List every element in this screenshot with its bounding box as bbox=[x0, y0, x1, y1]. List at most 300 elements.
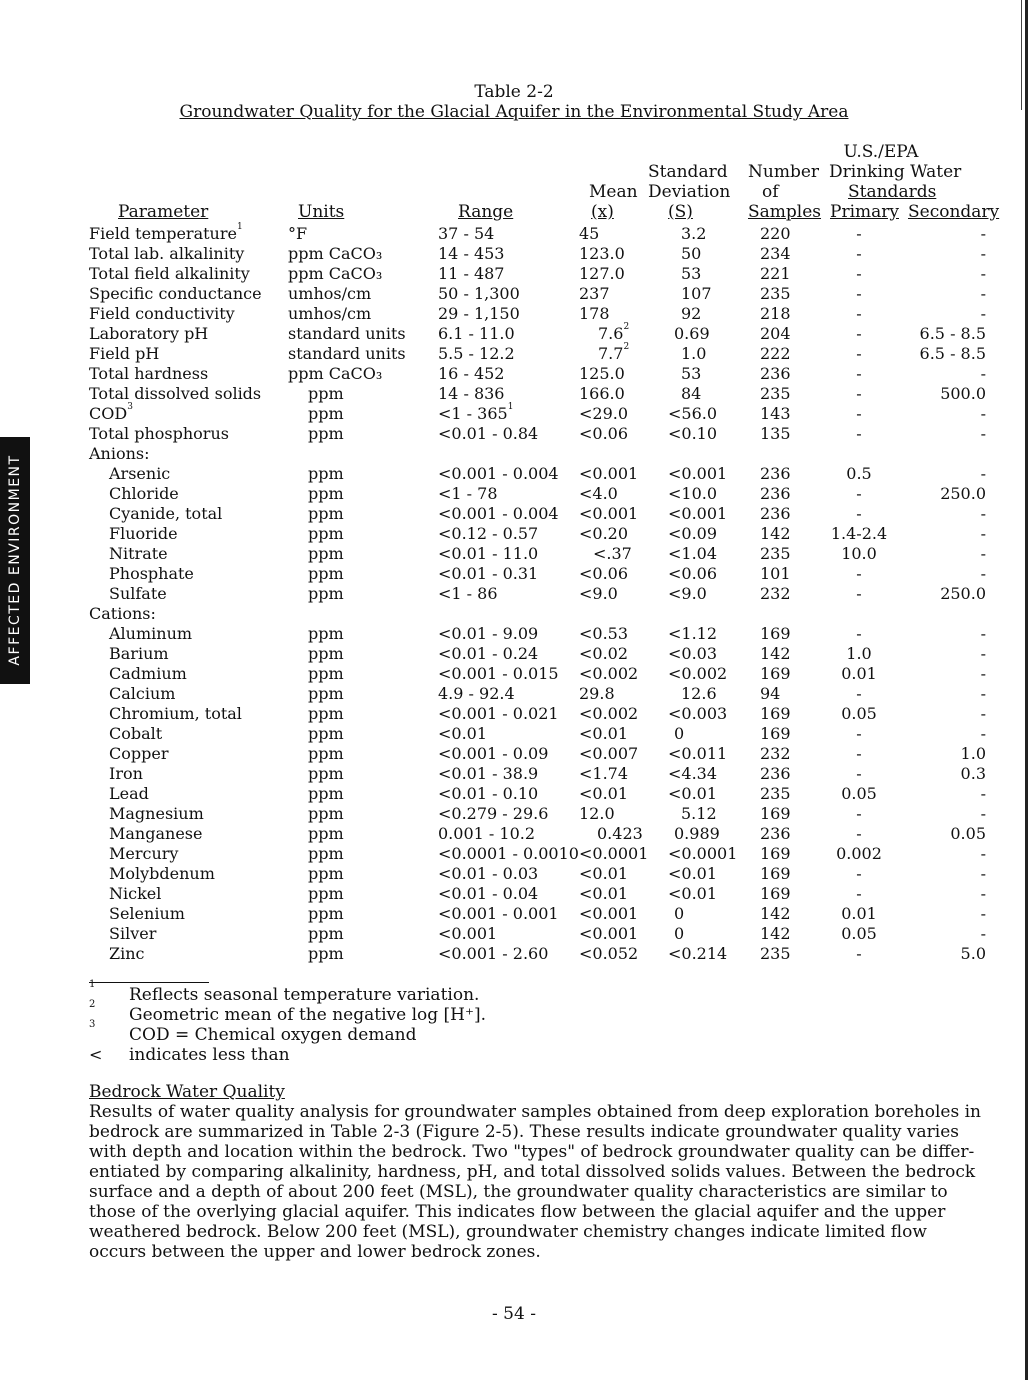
table-cell-units: ppm bbox=[308, 504, 344, 523]
table-cell-std: <0.10 bbox=[668, 424, 718, 443]
table-cell-units: standard units bbox=[288, 344, 406, 363]
table-cell-std: <0.01 bbox=[668, 884, 718, 903]
table-cell-primary: - bbox=[856, 304, 862, 323]
table-cell-primary: 1.0 bbox=[846, 644, 872, 663]
table-cell-primary: - bbox=[856, 424, 862, 443]
table-cell-mean: <0.0001 bbox=[579, 844, 649, 863]
table-cell-parameter: Field pH bbox=[89, 344, 160, 363]
table-cell-range: 50 - 1,300 bbox=[438, 284, 520, 303]
table-cell-n: 169 bbox=[760, 804, 791, 823]
table-cell-parameter: Silver bbox=[109, 924, 157, 943]
table-cell-secondary: - bbox=[980, 624, 986, 643]
header-mean-sym: (x) bbox=[591, 202, 614, 222]
table-cell-parameter: Total hardness bbox=[89, 364, 209, 383]
table-cell-n: 169 bbox=[760, 844, 791, 863]
table-cell-n: 169 bbox=[760, 724, 791, 743]
table-cell-mean: 0.423 bbox=[597, 824, 643, 843]
table-cell-n: 236 bbox=[760, 464, 791, 483]
table-cell-units: ppm bbox=[308, 524, 344, 543]
table-cell-std: <0.001 bbox=[668, 464, 728, 483]
table-cell-range: <0.0001 - 0.0010 bbox=[438, 844, 579, 863]
table-cell-mean: <0.53 bbox=[579, 624, 629, 643]
table-cell-std: 0.989 bbox=[674, 824, 720, 843]
side-tab bbox=[0, 437, 30, 684]
table-cell-n: 236 bbox=[760, 484, 791, 503]
table-cell-secondary: 250.0 bbox=[940, 484, 986, 503]
table-cell-n: 234 bbox=[760, 244, 791, 263]
table-cell-primary: 10.0 bbox=[841, 544, 877, 563]
table-cell-std: <0.03 bbox=[668, 644, 718, 663]
table-cell-mean: <0.01 bbox=[579, 784, 629, 803]
table-cell-parameter: Cobalt bbox=[109, 724, 163, 743]
table-cell-secondary: - bbox=[980, 864, 986, 883]
table-cell-units: ppm CaCO₃ bbox=[288, 364, 383, 383]
table-cell-std: 3.2 bbox=[681, 224, 707, 243]
table-cell-range: $<1 - 365^1$ bbox=[438, 402, 514, 423]
table-cell-primary: - bbox=[856, 224, 862, 243]
table-cell-secondary: - bbox=[980, 664, 986, 683]
table-cell-mean: <0.007 bbox=[579, 744, 639, 763]
table-cell-mean: 127.0 bbox=[579, 264, 625, 283]
table-cell-range: <0.001 - 0.021 bbox=[438, 704, 559, 723]
table-cell-secondary: - bbox=[980, 264, 986, 283]
table-cell-secondary: 250.0 bbox=[940, 584, 986, 603]
table-cell-primary: - bbox=[856, 504, 862, 523]
table-cell-n: 204 bbox=[760, 324, 791, 343]
table-cell-n: 235 bbox=[760, 784, 791, 803]
table-cell-std: <0.002 bbox=[668, 664, 728, 683]
table-cell-n: 142 bbox=[760, 524, 791, 543]
table-cell-secondary: - bbox=[980, 804, 986, 823]
table-cell-parameter: Laboratory pH bbox=[89, 324, 209, 343]
table-cell-mean: 123.0 bbox=[579, 244, 625, 263]
table-cell-range: 6.1 - 11.0 bbox=[438, 324, 515, 343]
table-cell-primary: - bbox=[856, 584, 862, 603]
header-num2: of bbox=[762, 182, 779, 202]
header-parameter: Parameter bbox=[118, 202, 209, 222]
header-mean: Mean bbox=[589, 182, 638, 202]
table-cell-std: <0.01 bbox=[668, 784, 718, 803]
footnote-text: Reflects seasonal temperature variation. bbox=[129, 985, 480, 1005]
table-cell-std: 5.12 bbox=[681, 804, 717, 823]
table-cell-units: °F bbox=[288, 224, 308, 243]
table-cell-mean: <0.20 bbox=[579, 524, 629, 543]
table-cell-mean: <0.01 bbox=[579, 864, 629, 883]
table-cell-n: 235 bbox=[760, 944, 791, 963]
table-cell-mean: <1.74 bbox=[579, 764, 629, 783]
section-body: Results of water quality analysis for groundwater samples obtained from deep exploration boreholes in bedrock are summarized in Table 2-3 (Figure 2-5). These results indicate groundwater quality varies with depth and location within the bedrock. Two "types" of bedrock groundwater quality can be differ- entiated by comparing alkalinity, hardness, pH, and total dissolved solids values. Between the bedrock surface and a depth of about 200 feet (MSL), the groundwater quality characteristics are similar to those of the overlying glacial aquifer. This indicates flow between the glacial aquifer and the upper weathered bedrock. Below 200 feet (MSL), groundwater chemistry changes indicate limited flow occurs between the upper and lower bedrock zones. bbox=[89, 1102, 981, 1262]
table-title: Groundwater Quality for the Glacial Aquifer in the Environmental Study Area bbox=[179, 102, 849, 122]
table-cell-range: <0.01 - 0.03 bbox=[438, 864, 539, 883]
table-cell-mean: $7.7^2$ bbox=[598, 342, 630, 363]
table-cell-secondary: 5.0 bbox=[960, 944, 986, 963]
table-cell-primary: 0.05 bbox=[841, 924, 877, 943]
table-cell-parameter: Cyanide, total bbox=[109, 504, 223, 523]
table-cell-units: ppm bbox=[308, 584, 344, 603]
table-cell-range: <0.001 bbox=[438, 924, 498, 943]
table-cell-primary: 0.05 bbox=[841, 784, 877, 803]
table-cell-primary: - bbox=[856, 264, 862, 283]
table-cell-secondary: - bbox=[980, 644, 986, 663]
table-cell-parameter: Arsenic bbox=[109, 464, 171, 483]
table-cell-std: 107 bbox=[681, 284, 712, 303]
table-cell-std: 0 bbox=[674, 924, 685, 943]
table-cell-range: <0.01 - 0.24 bbox=[438, 644, 539, 663]
table-cell-n: 222 bbox=[760, 344, 791, 363]
table-cell-std: <0.09 bbox=[668, 524, 718, 543]
table-cell-primary: - bbox=[856, 564, 862, 583]
table-cell-units: ppm bbox=[308, 404, 344, 423]
table-cell-primary: 0.002 bbox=[836, 844, 882, 863]
table-cell-units: ppm bbox=[308, 804, 344, 823]
table-cell-secondary: - bbox=[980, 424, 986, 443]
table-cell-primary: - bbox=[856, 324, 862, 343]
table-cell-parameter: Aluminum bbox=[109, 624, 193, 643]
table-cell-units: ppm bbox=[308, 664, 344, 683]
table-cell-range: <0.001 - 0.004 bbox=[438, 504, 559, 523]
table-cell-parameter: Magnesium bbox=[109, 804, 204, 823]
table-cell-secondary: - bbox=[980, 684, 986, 703]
table-cell-std: <4.34 bbox=[668, 764, 718, 783]
table-cell-primary: - bbox=[856, 744, 862, 763]
table-cell-primary: - bbox=[856, 764, 862, 783]
table-cell-secondary: - bbox=[980, 524, 986, 543]
table-cell-std: 0 bbox=[674, 904, 685, 923]
table-cell-secondary: - bbox=[980, 284, 986, 303]
table-cell-primary: - bbox=[856, 364, 862, 383]
header-units: Units bbox=[298, 202, 345, 222]
table-cell-primary: - bbox=[856, 384, 862, 403]
table-cell-units: ppm bbox=[308, 704, 344, 723]
table-cell-units: ppm bbox=[308, 564, 344, 583]
table-cell-range: 5.5 - 12.2 bbox=[438, 344, 515, 363]
header-std2: Deviation bbox=[648, 182, 731, 202]
header-num: Number bbox=[748, 162, 820, 182]
table-cell-parameter: Calcium bbox=[109, 684, 176, 703]
table-cell-mean: 12.0 bbox=[579, 804, 615, 823]
table-cell-n: 169 bbox=[760, 624, 791, 643]
table-cell-units: ppm bbox=[308, 864, 344, 883]
table-cell-range: 14 - 453 bbox=[438, 244, 505, 263]
table-cell-primary: 0.01 bbox=[841, 904, 877, 923]
table-cell-std: <0.001 bbox=[668, 504, 728, 523]
table-cell-secondary: - bbox=[980, 704, 986, 723]
table-cell-secondary: 0.3 bbox=[960, 764, 986, 783]
footnote-mark: 3 bbox=[89, 1019, 96, 1030]
table-cell-units: umhos/cm bbox=[288, 304, 372, 323]
table-cell-range: <0.01 - 11.0 bbox=[438, 544, 539, 563]
table-cell-parameter: Zinc bbox=[109, 944, 145, 963]
table-number: Table 2-2 bbox=[474, 82, 554, 102]
table-cell-units: ppm bbox=[308, 784, 344, 803]
table-cell-units: ppm bbox=[308, 924, 344, 943]
page-number: - 54 - bbox=[492, 1304, 536, 1324]
table-cell-range: <0.01 - 0.31 bbox=[438, 564, 539, 583]
table-cell-mean: <0.06 bbox=[579, 424, 629, 443]
table-cell-n: 236 bbox=[760, 764, 791, 783]
table-cell-units: ppm bbox=[308, 724, 344, 743]
table-cell-range: <0.01 - 0.84 bbox=[438, 424, 539, 443]
table-cell-parameter: Total lab. alkalinity bbox=[89, 244, 245, 263]
table-cell-std: <0.214 bbox=[668, 944, 728, 963]
table-cell-secondary: - bbox=[980, 844, 986, 863]
header-epa: U.S./EPA bbox=[843, 142, 919, 162]
table-cell-parameter: Fluoride bbox=[109, 524, 178, 543]
table-cell-primary: - bbox=[856, 624, 862, 643]
footnote-mark: 1 bbox=[89, 979, 96, 990]
table-cell-primary: - bbox=[856, 404, 862, 423]
table-cell-secondary: - bbox=[980, 364, 986, 383]
header-epa3: Standards bbox=[848, 182, 937, 202]
table-cell-n: 218 bbox=[760, 304, 791, 323]
table-cell-std: <0.003 bbox=[668, 704, 728, 723]
table-cell-parameter: Specific conductance bbox=[89, 284, 262, 303]
table-cell-parameter: Nickel bbox=[109, 884, 162, 903]
table-cell-n: 235 bbox=[760, 284, 791, 303]
table-cell-mean: 166.0 bbox=[579, 384, 625, 403]
table-cell-mean: <0.06 bbox=[579, 564, 629, 583]
table-cell-units: ppm bbox=[308, 384, 344, 403]
header-std: Standard bbox=[648, 162, 728, 182]
table-cell-range: <0.01 - 0.10 bbox=[438, 784, 539, 803]
table-cell-units: ppm bbox=[308, 844, 344, 863]
table-cell-parameter: Mercury bbox=[109, 844, 179, 863]
table-cell-n: 101 bbox=[760, 564, 791, 583]
table-cell-n: 94 bbox=[760, 684, 781, 703]
table-cell-parameter: COD$^3$ bbox=[89, 402, 133, 423]
section-heading: Bedrock Water Quality bbox=[89, 1082, 285, 1102]
table-cell-parameter: Manganese bbox=[109, 824, 203, 843]
table-cell-std: 0 bbox=[674, 724, 685, 743]
table-cell-n: 236 bbox=[760, 824, 791, 843]
table-cell-mean: <0.01 bbox=[579, 724, 629, 743]
table-cell-secondary: 6.5 - 8.5 bbox=[919, 324, 986, 343]
header-epa2: Drinking Water bbox=[829, 162, 962, 182]
table-cell-std: 53 bbox=[681, 364, 702, 383]
table-cell-secondary: - bbox=[980, 564, 986, 583]
table-cell-primary: - bbox=[856, 484, 862, 503]
table-cell-n: 169 bbox=[760, 864, 791, 883]
table-cell-units: ppm bbox=[308, 624, 344, 643]
table-cell-parameter: Anions: bbox=[89, 444, 150, 463]
footnote-mark: 2 bbox=[89, 999, 96, 1010]
table-cell-n: 142 bbox=[760, 904, 791, 923]
table-cell-secondary: - bbox=[980, 884, 986, 903]
table-cell-secondary: - bbox=[980, 544, 986, 563]
table-cell-units: ppm bbox=[308, 944, 344, 963]
table-cell-primary: - bbox=[856, 724, 862, 743]
table-cell-range: 16 - 452 bbox=[438, 364, 505, 383]
table-cell-parameter: Copper bbox=[109, 744, 169, 763]
table-cell-units: ppm bbox=[308, 484, 344, 503]
table-cell-primary: 1.4-2.4 bbox=[830, 524, 888, 543]
table-cell-range: <0.001 - 2.60 bbox=[438, 944, 549, 963]
table-cell-primary: - bbox=[856, 804, 862, 823]
table-cell-n: 220 bbox=[760, 224, 791, 243]
table-cell-parameter: Sulfate bbox=[109, 584, 167, 603]
table-cell-primary: - bbox=[856, 944, 862, 963]
table-cell-units: ppm bbox=[308, 424, 344, 443]
table-cell-units: umhos/cm bbox=[288, 284, 372, 303]
table-cell-units: ppm bbox=[308, 684, 344, 703]
table-cell-std: <0.011 bbox=[668, 744, 728, 763]
table-cell-units: ppm bbox=[308, 464, 344, 483]
table-cell-parameter: Iron bbox=[109, 764, 143, 783]
table-cell-std: 1.0 bbox=[681, 344, 707, 363]
table-cell-parameter: Selenium bbox=[109, 904, 185, 923]
table-cell-std: 50 bbox=[681, 244, 702, 263]
table-cell-secondary: - bbox=[980, 244, 986, 263]
table-cell-std: 12.6 bbox=[681, 684, 717, 703]
table-cell-mean: 29.8 bbox=[579, 684, 615, 703]
table-cell-mean: <9.0 bbox=[579, 584, 618, 603]
table-cell-primary: - bbox=[856, 284, 862, 303]
table-cell-units: ppm bbox=[308, 544, 344, 563]
table-cell-range: <0.001 - 0.001 bbox=[438, 904, 559, 923]
table-cell-parameter: Lead bbox=[109, 784, 149, 803]
table-cell-n: 232 bbox=[760, 744, 791, 763]
table-cell-units: ppm bbox=[308, 824, 344, 843]
table-cell-parameter: Chloride bbox=[109, 484, 179, 503]
table-cell-mean: 178 bbox=[579, 304, 610, 323]
table-cell-n: 235 bbox=[760, 384, 791, 403]
table-cell-std: <56.0 bbox=[668, 404, 718, 423]
table-cell-parameter: Chromium, total bbox=[109, 704, 242, 723]
table-cell-mean: <0.02 bbox=[579, 644, 629, 663]
table-cell-std: <0.01 bbox=[668, 864, 718, 883]
table-cell-range: <0.01 - 0.04 bbox=[438, 884, 539, 903]
table-cell-mean: 237 bbox=[579, 284, 610, 303]
table-cell-range: 4.9 - 92.4 bbox=[438, 684, 515, 703]
table-cell-parameter: Cations: bbox=[89, 604, 156, 623]
table-cell-secondary: 0.05 bbox=[950, 824, 986, 843]
table-cell-std: 0.69 bbox=[674, 324, 710, 343]
table-cell-units: ppm bbox=[308, 644, 344, 663]
table-cell-primary: - bbox=[856, 864, 862, 883]
header-num3: Samples bbox=[748, 202, 822, 222]
table-cell-primary: 0.01 bbox=[841, 664, 877, 683]
table-cell-parameter: Phosphate bbox=[109, 564, 194, 583]
table-cell-mean: <0.01 bbox=[579, 884, 629, 903]
table-cell-n: 142 bbox=[760, 644, 791, 663]
table-cell-secondary: - bbox=[980, 464, 986, 483]
table-cell-std: <10.0 bbox=[668, 484, 718, 503]
table-cell-secondary: - bbox=[980, 404, 986, 423]
header-primary: Primary bbox=[830, 202, 899, 222]
table-cell-range: 11 - 487 bbox=[438, 264, 505, 283]
table-cell-range: <0.01 - 38.9 bbox=[438, 764, 539, 783]
table-cell-n: 169 bbox=[760, 884, 791, 903]
table-cell-parameter: Total dissolved solids bbox=[89, 384, 262, 403]
table-cell-std: <0.0001 bbox=[668, 844, 738, 863]
table-cell-range: <0.01 - 9.09 bbox=[438, 624, 539, 643]
header-secondary: Secondary bbox=[908, 202, 1000, 222]
table-cell-parameter: Nitrate bbox=[109, 544, 168, 563]
table-cell-units: ppm bbox=[308, 764, 344, 783]
table-cell-n: 135 bbox=[760, 424, 791, 443]
table-cell-n: 143 bbox=[760, 404, 791, 423]
table-cell-range: 37 - 54 bbox=[438, 224, 495, 243]
table-cell-range: <1 - 86 bbox=[438, 584, 498, 603]
table-cell-std: <9.0 bbox=[668, 584, 707, 603]
table-cell-range: <0.279 - 29.6 bbox=[438, 804, 549, 823]
table-cell-mean: <0.001 bbox=[579, 924, 639, 943]
table-cell-secondary: 500.0 bbox=[940, 384, 986, 403]
header-std-sym: (S) bbox=[668, 202, 693, 222]
table-cell-range: <0.001 - 0.09 bbox=[438, 744, 549, 763]
table-cell-std: <1.12 bbox=[668, 624, 718, 643]
side-tab-label: AFFECTED ENVIRONMENT bbox=[7, 454, 23, 666]
table-cell-n: 142 bbox=[760, 924, 791, 943]
table-cell-primary: 0.5 bbox=[846, 464, 872, 483]
table-cell-range: <0.12 - 0.57 bbox=[438, 524, 539, 543]
table-cell-primary: - bbox=[856, 344, 862, 363]
table-cell-mean: <0.001 bbox=[579, 504, 639, 523]
table-cell-range: <0.01 bbox=[438, 724, 488, 743]
table-cell-primary: - bbox=[856, 824, 862, 843]
table-cell-parameter: Total field alkalinity bbox=[89, 264, 250, 283]
table-cell-parameter: Cadmium bbox=[109, 664, 187, 683]
table-cell-std: 53 bbox=[681, 264, 702, 283]
table-cell-range: <0.001 - 0.004 bbox=[438, 464, 559, 483]
table-cell-primary: - bbox=[856, 684, 862, 703]
table-cell-std: 92 bbox=[681, 304, 702, 323]
table-cell-n: 169 bbox=[760, 704, 791, 723]
table-cell-mean: <0.002 bbox=[579, 664, 639, 683]
table-cell-n: 235 bbox=[760, 544, 791, 563]
header-range: Range bbox=[458, 202, 514, 222]
table-cell-mean: <29.0 bbox=[579, 404, 629, 423]
table-cell-secondary: - bbox=[980, 924, 986, 943]
table-cell-range: 29 - 1,150 bbox=[438, 304, 520, 323]
table-cell-mean: 125.0 bbox=[579, 364, 625, 383]
table-cell-parameter: Field temperature$^1$ bbox=[89, 222, 243, 243]
table-cell-secondary: 1.0 bbox=[960, 744, 986, 763]
table-cell-n: 236 bbox=[760, 364, 791, 383]
table-cell-range: <0.001 - 0.015 bbox=[438, 664, 559, 683]
table-cell-secondary: - bbox=[980, 504, 986, 523]
table-cell-parameter: Molybdenum bbox=[109, 864, 215, 883]
table-cell-units: ppm CaCO₃ bbox=[288, 264, 383, 283]
footnote-rule bbox=[89, 982, 209, 983]
table-cell-n: 232 bbox=[760, 584, 791, 603]
table-cell-mean: <0.001 bbox=[579, 904, 639, 923]
table-cell-mean: <0.002 bbox=[579, 704, 639, 723]
table-cell-parameter: Barium bbox=[109, 644, 169, 663]
table-cell-secondary: - bbox=[980, 904, 986, 923]
table-cell-primary: 0.05 bbox=[841, 704, 877, 723]
table-cell-parameter: Total phosphorus bbox=[89, 424, 229, 443]
table-cell-range: <1 - 78 bbox=[438, 484, 498, 503]
table-cell-secondary: - bbox=[980, 304, 986, 323]
table-cell-secondary: 6.5 - 8.5 bbox=[919, 344, 986, 363]
table-cell-secondary: - bbox=[980, 224, 986, 243]
table-cell-mean: <0.001 bbox=[579, 464, 639, 483]
table-cell-mean: 45 bbox=[579, 224, 600, 243]
table-cell-mean: <.37 bbox=[593, 544, 632, 563]
table-cell-std: <0.06 bbox=[668, 564, 718, 583]
table-cell-parameter: Field conductivity bbox=[89, 304, 235, 323]
footnote-text: COD = Chemical oxygen demand bbox=[129, 1025, 417, 1045]
table-cell-units: ppm bbox=[308, 884, 344, 903]
table-cell-units: ppm bbox=[308, 904, 344, 923]
table-cell-range: 14 - 836 bbox=[438, 384, 505, 403]
table-cell-units: ppm bbox=[308, 744, 344, 763]
table-cell-std: 84 bbox=[681, 384, 702, 403]
table-cell-range: 0.001 - 10.2 bbox=[438, 824, 536, 843]
table-cell-mean: <4.0 bbox=[579, 484, 618, 503]
table-cell-primary: - bbox=[856, 244, 862, 263]
